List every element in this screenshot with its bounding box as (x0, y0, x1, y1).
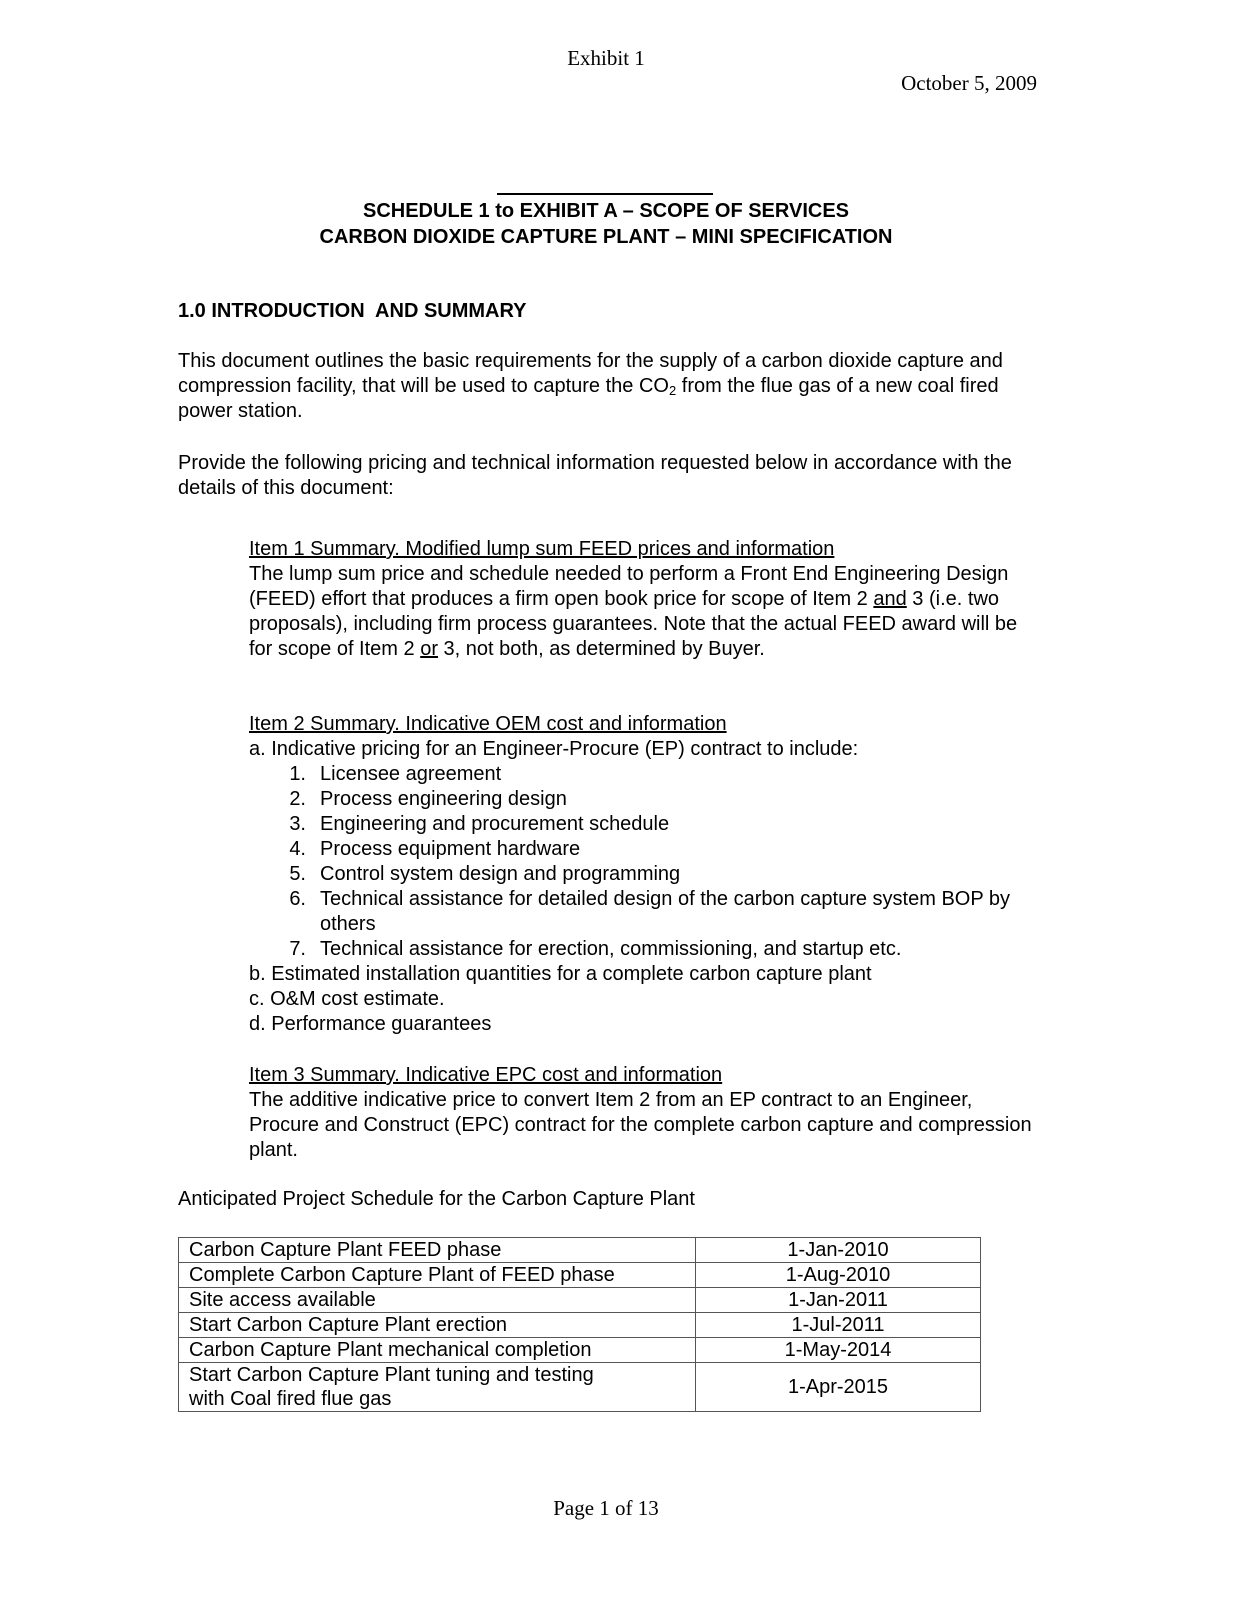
phase-cell (179, 1363, 696, 1412)
phase-cell: Complete Carbon Capture Plant of FEED phase (179, 1263, 696, 1288)
table-row (179, 1313, 981, 1338)
date-cell: 1-Jan-2011 (696, 1288, 981, 1313)
phase-cell: Carbon Capture Plant mechanical completion (179, 1338, 696, 1363)
list-number: 6. (289, 888, 306, 910)
item-1-block (249, 537, 1039, 662)
item-3-heading: Item 3 Summary. Indicative EPC cost and information (249, 1064, 723, 1086)
item-2-heading: Item 2 Summary. Indicative OEM cost and information (249, 713, 727, 735)
list-item (249, 937, 1039, 962)
intro-paragraph (178, 349, 1038, 424)
phase-cell: Start Carbon Capture Plant erection (179, 1313, 696, 1338)
table-row (179, 1363, 981, 1412)
phase-line-1: Start Carbon Capture Plant tuning and testing (189, 1364, 594, 1386)
page-number: Page 1 of 13 (553, 1496, 659, 1520)
exhibit-label: Exhibit 1 (567, 46, 645, 70)
item-1-text-b: 3 (i.e. two proposals), including firm process guarantees. Note that the actual FEED award will be for scope of Item 2 (249, 588, 1018, 660)
list-item (249, 887, 1039, 937)
list-text: Technical assistance for detailed design of the carbon capture system BOP by others (320, 888, 1011, 935)
list-number: 5. (289, 863, 306, 885)
date-cell: 1-Jan-2010 (696, 1238, 981, 1263)
table-row (179, 1338, 981, 1363)
intro-text-a: This document outlines the basic requirements for the supply of a carbon dioxide capture and compression facility, that will be used to capture the CO (178, 350, 1003, 397)
list-text: Process equipment hardware (320, 838, 581, 860)
list-number: 4. (289, 838, 306, 860)
list-text: Technical assistance for erection, commissioning, and startup etc. (320, 938, 902, 960)
list-number: 3. (289, 813, 306, 835)
list-number: 1. (289, 763, 306, 785)
item-1-or: or (420, 638, 438, 660)
date-cell: 1-Jul-2011 (696, 1313, 981, 1338)
list-item (249, 787, 1039, 812)
list-item (249, 762, 1039, 787)
item-1-text (249, 562, 1039, 662)
intro-text-b: from the flue gas of a new coal fired power station. (178, 375, 999, 422)
list-number: 7. (289, 938, 306, 960)
date-cell: 1-Apr-2015 (696, 1363, 981, 1412)
list-item (249, 812, 1039, 837)
provide-paragraph: Provide the following pricing and technical information requested below in accordance with the details of this document: (178, 452, 1012, 499)
title-line-1: SCHEDULE 1 to EXHIBIT A – SCOPE OF SERVICES (362, 200, 849, 222)
item-2-a: a. Indicative pricing for an Engineer-Procure (EP) contract to include: (249, 738, 859, 760)
section-heading: 1.0 INTRODUCTION AND SUMMARY (178, 300, 527, 322)
item-1-heading: Item 1 Summary. Modified lump sum FEED prices and information (249, 538, 835, 560)
title-rule (497, 193, 713, 195)
list-text: Control system design and programming (320, 863, 681, 885)
item-3-block (249, 1063, 1039, 1163)
list-number: 2. (289, 788, 306, 810)
item-2-d: d. Performance guarantees (249, 1013, 492, 1035)
date-cell: 1-May-2014 (696, 1338, 981, 1363)
document-date: October 5, 2009 (901, 71, 1037, 95)
schedule-table (178, 1237, 981, 1412)
list-text: Process engineering design (320, 788, 567, 810)
item-2-c: c. O&M cost estimate. (249, 988, 445, 1010)
item-1-text-c: 3, not both, as determined by Buyer. (438, 638, 765, 660)
table-row (179, 1238, 981, 1263)
item-2-block (249, 712, 1039, 1037)
item-1-and: and (873, 588, 907, 610)
item-3-text: The additive indicative price to convert Item 2 from an EP contract to an Engineer, Procure and Construct (EPC) contract for the complete carbon capture and compression plant. (249, 1089, 1032, 1161)
title-line-2: CARBON DIOXIDE CAPTURE PLANT – MINI SPECIFICATION (319, 226, 893, 248)
phase-cell: Site access available (179, 1288, 696, 1313)
date-cell: 1-Aug-2010 (696, 1263, 981, 1288)
list-text: Engineering and procurement schedule (320, 813, 670, 835)
table-row (179, 1288, 981, 1313)
phase-line-2: with Coal fired flue gas (189, 1388, 392, 1410)
item-1-text-a: The lump sum price and schedule needed to perform a Front End Engineering Design (FEED) effort that produces a firm open book price for scope of Item 2 (249, 563, 1009, 610)
schedule-heading: Anticipated Project Schedule for the Carbon Capture Plant (178, 1188, 695, 1210)
phase-cell: Carbon Capture Plant FEED phase (179, 1238, 696, 1263)
item-2-b: b. Estimated installation quantities for a complete carbon capture plant (249, 963, 872, 985)
table-row (179, 1263, 981, 1288)
list-item (249, 862, 1039, 887)
list-text: Licensee agreement (320, 763, 502, 785)
list-item (249, 837, 1039, 862)
intro-subscript: 2 (668, 383, 677, 398)
